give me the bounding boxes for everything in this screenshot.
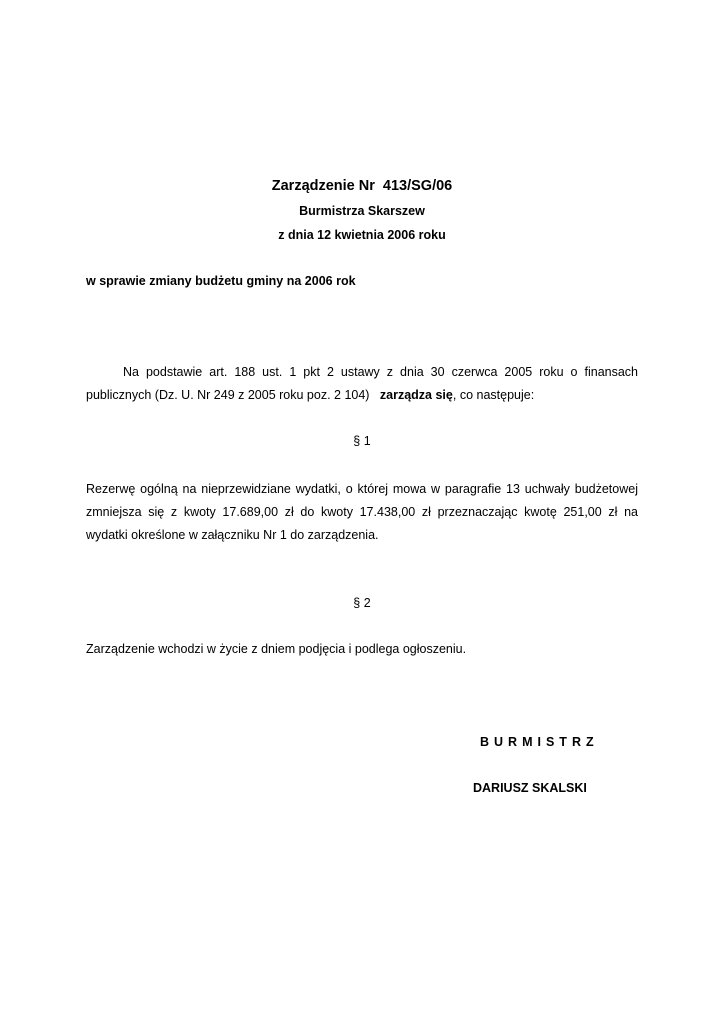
section-1-heading: § 1 xyxy=(353,434,371,448)
intro-paragraph xyxy=(86,361,638,407)
signature-title: BURMISTRZ xyxy=(480,735,599,749)
section-2-heading: § 2 xyxy=(353,596,371,610)
section-1-paragraph: Rezerwę ogólną na nieprzewidziane wydatki, o której mowa w paragrafie 13 uchwały budżetowej zmniejsza się z kwoty 17.689,00 zł do kwoty 17.438,00 zł przeznaczając kwotę 251,00 zł na wydatki określone w załączniku Nr 1 do zarządzenia. xyxy=(86,482,638,542)
section-2-paragraph: Zarządzenie wchodzi w życie z dniem podjęcia i podlega ogłoszeniu. xyxy=(86,642,467,656)
intro-end: , co następuje: xyxy=(452,388,535,402)
issuer-line: Burmistrza Skarszew xyxy=(299,204,425,218)
signature-name: DARIUSZ SKALSKI xyxy=(473,781,587,795)
intro-bold: zarządza się xyxy=(379,388,453,402)
title-prefix: Zarządzenie Nr xyxy=(271,178,375,194)
document-title xyxy=(0,178,724,194)
date-line: z dnia 12 kwietnia 2006 roku xyxy=(278,228,446,242)
title-number: 413/SG/06 xyxy=(382,178,453,194)
subject-line: w sprawie zmiany budżetu gminy na 2006 rok xyxy=(86,274,356,288)
intro-text: Na podstawie art. 188 ust. 1 pkt 2 ustawy z dnia 30 czerwca 2005 roku o finansach publicznych (Dz. U. Nr 249 z 2005 roku poz. 2 104) xyxy=(86,365,638,402)
